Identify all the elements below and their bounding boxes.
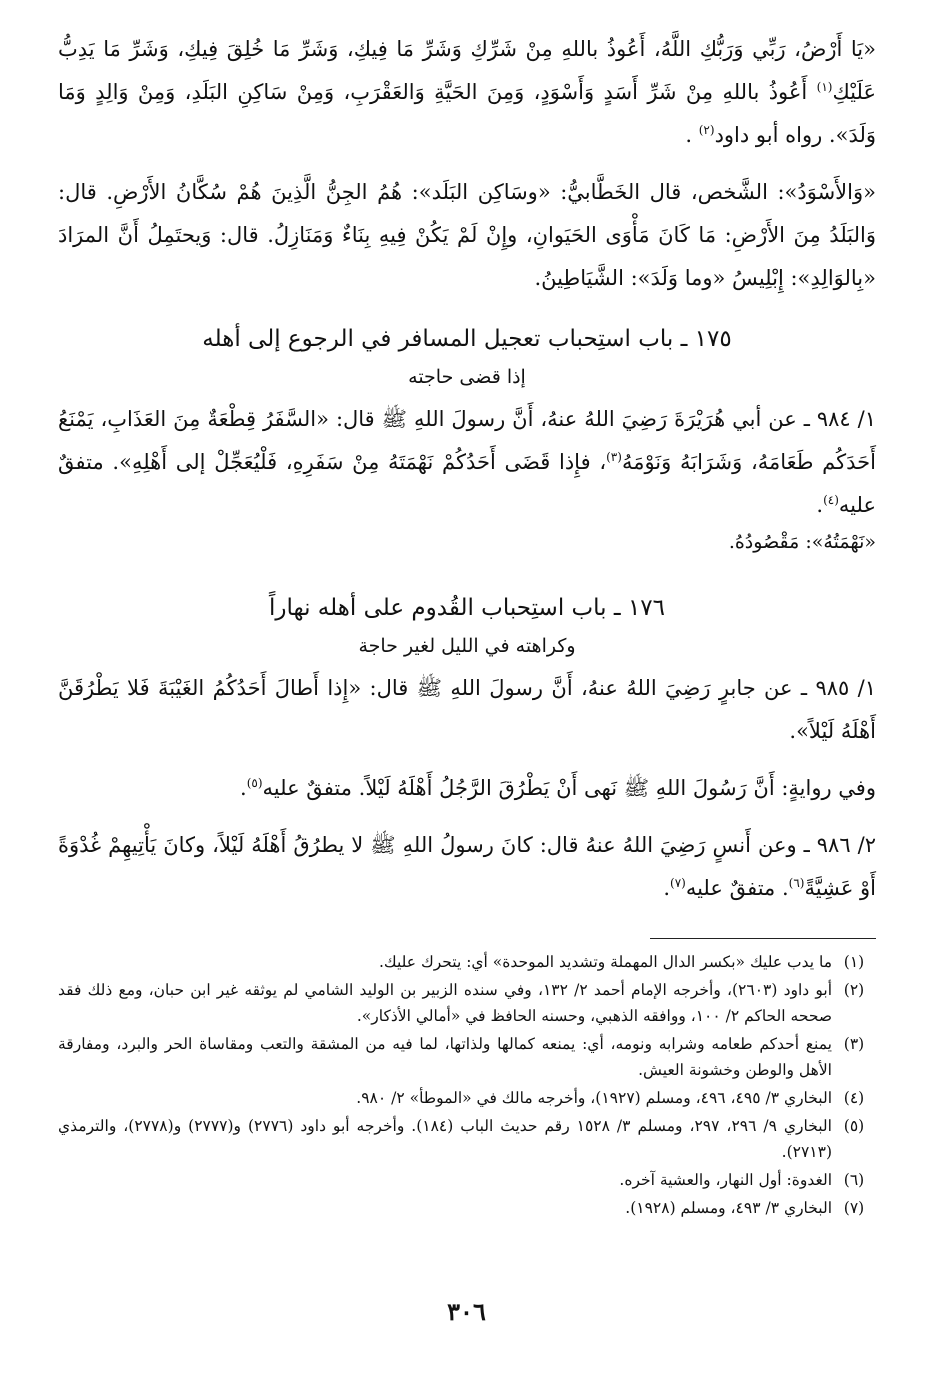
footnote-number: (٥) — [843, 1117, 865, 1135]
hadith-number: ٢/ ٩٨٦ — [816, 833, 876, 857]
footnote-text: البخاري ٣/ ٤٩٣، ومسلم (١٩٢٨). — [625, 1199, 832, 1217]
footnote — [58, 1113, 876, 1165]
footnote-text: البخاري ٩/ ٢٩٦، ٢٩٧، ومسلم ٣/ ١٥٢٨ رقم حديث الباب (١٨٤). وأخرجه أبو داود (٢٧٧٦) و(٢٧٧٧) و(٢٧٧٨)، والترمذي (٢٧١٣). — [58, 1117, 832, 1161]
footnote — [58, 1031, 876, 1083]
footnote-number: (٣) — [843, 1035, 865, 1053]
footnote-number: (١) — [843, 953, 865, 971]
text-segment: «يَا أَرْضُ، رَبِّي وَرَبُّكِ اللَّهُ، أَعُوذُ باللهِ مِنْ شَرِّكِ وَشَرِّ مَا فِيكِ، وَشَرِّ مَا خُلِقَ فِيكِ، وَشَرِّ مَا يَدِبُّ عَلَيْكِ — [58, 37, 876, 104]
footnote — [58, 1195, 876, 1221]
footnote-text: ما يدب عليك «بكسر الدال المهملة وتشديد الموحدة» أي: يتحرك عليك. — [378, 953, 832, 971]
footnote-ref[interactable]: (٤) — [823, 493, 839, 507]
footnote-ref[interactable]: (٧) — [670, 876, 686, 890]
text-segment: ـ عن جابرٍ رَضِيَ اللهُ عنهُ، أَنَّ رسولَ اللهِ ﷺ قال: «إِذا أَطالَ أَحَدُكُمُ الغَيْبَةَ فَلا يَطْرُقَنَّ أَهْلَهُ لَيْلاً». — [58, 676, 876, 743]
footnote-text: البخاري ٣/ ٤٩٥، ٤٩٦، ومسلم (١٩٢٧)، وأخرجه مالك في «الموطأ» ٢/ ٩٨٠. — [356, 1089, 832, 1107]
text-segment: وفي روايةٍ: أَنَّ رَسُولَ اللهِ ﷺ نَهى أَنْ يَطْرُقَ الرَّجُلُ أَهْلَهُ لَيْلاً. متفقٌ عليه — [262, 776, 876, 800]
footnote-number: (٤) — [843, 1089, 865, 1107]
commentary-paragraph: «وَالأَسْوَدُ»: الشَّخص، قال الخَطَّابيُّ: «وسَاكِن البَلَد»: هُمُ الجِنُّ الَّذِينَ هُمْ سُكَّانُ الأَرْضِ. قال: وَالبَلَدُ مِنَ الأَرْضِ: مَا كَانَ مَأْوَى الحَيَوانِ، وإِنْ لَمْ يَكُنْ فِيهِ بِنَاءٌ وَمَنَازِلُ. قال: وَيحتَمِلُ أَنَّ المرَادَ «بِالوَالِدِ»: إِبْلِيسُ «وما وَلَدَ»: الشَّيَاطِينُ. — [58, 180, 876, 290]
footnote-text: الغدوة: أول النهار، والعشية آخره. — [619, 1171, 832, 1189]
hadith-986 — [58, 824, 876, 910]
footnote-ref[interactable]: (٣) — [606, 450, 622, 464]
chapter-subtitle: إذا قضى حاجته — [408, 366, 526, 388]
chapter-title: ١٧٥ ـ باب استِحباب تعجيل المسافر في الرجوع إلى أهله — [202, 326, 732, 352]
hadith-number: ١/ ٩٨٥ — [815, 676, 876, 700]
text-segment: ، فإِذا قَضَى أَحَدُكُمْ نَهْمَتَهُ مِنْ سَفَرِهِ، فَلْيُعَجِّلْ إلى أَهْلِهِ». متفقٌ عليه — [58, 450, 876, 517]
text-segment: . — [663, 876, 670, 900]
text-segment: ـ عن أبي هُرَيْرَةَ رَضِيَ اللهُ عنهُ، أَنَّ رسولَ اللهِ ﷺ قال: «السَّفَرُ قِطْعَةٌ مِنَ العَذَابِ، يَمْنَعُ أَحَدَكُم طَعَامَهُ، وَشَرَابَهُ وَنَوْمَهُ — [58, 407, 876, 474]
footnote — [58, 1085, 876, 1111]
chapter-heading-176 — [58, 587, 876, 663]
footnote-divider — [650, 938, 876, 939]
footnote-text: يمنع أحدكم طعامه وشرابه ونومه، أي: يمنعه كمالها ولذاتها، لما فيه من المشقة والتعب ومقاساة الحر والبرد، ومفارقة الأهل والوطن وخشونة العيش. — [58, 1035, 832, 1079]
footnote — [58, 977, 876, 1029]
hadith-text-prayer — [58, 28, 876, 157]
text-segment: . — [816, 493, 824, 517]
footnote — [58, 949, 876, 975]
footnote-number: (٢) — [843, 981, 865, 999]
footnote-ref[interactable]: (١) — [816, 80, 833, 94]
footnotes — [58, 949, 876, 1221]
text-segment: أَعُوذُ باللهِ مِنْ شَرِّ أَسَدٍ وَأَسْوَدٍ، وَمِنَ الحَيَّةِ وَالعَقْرَبِ، وَمِنْ سَاكِنِ البَلَدِ، وَمِنْ وَالِدٍ وَمَا وَلَدَ». رواه أبو داود — [58, 80, 876, 147]
footnote-ref[interactable]: (٥) — [246, 776, 263, 790]
text-segment: . — [685, 123, 699, 147]
hadith-984-gloss: «نَهْمَتُهُ»: مَقْصُودُهُ. — [728, 531, 876, 553]
page-body — [58, 28, 876, 1223]
text-segment: ـ وعن أَنسٍ رَضِيَ اللهُ عنهُ قال: كانَ رسولُ اللهِ ﷺ لا يطرُقُ أَهْلَهُ لَيْلاً، وكانَ يَأْتِيهِمْ غُدْوَةً أَوْ عَشِيَّةً — [58, 833, 876, 900]
text-segment: . — [240, 776, 247, 800]
chapter-subtitle: وكراهته في الليل لغير حاجة — [358, 635, 576, 657]
footnote — [58, 1167, 876, 1193]
hadith-985 — [58, 667, 876, 753]
footnote-number: (٦) — [843, 1171, 865, 1189]
text-segment: . متفقٌ عليه — [685, 876, 789, 900]
hadith-984 — [58, 398, 876, 527]
chapter-title: ١٧٦ ـ باب استِحباب القُدوم على أهله نهاراً — [268, 595, 666, 621]
footnote-ref[interactable]: (٦) — [788, 876, 805, 890]
hadith-985-narration — [58, 767, 876, 810]
footnote-text: أبو داود (٢٦٠٣)، وأخرجه الإمام أحمد ٢/ ١٣٢، وفي سنده الزبير بن الوليد الشامي لم يوثقه غير ابن حبان، ومع ذلك فقد صححه الحاكم ٢/ ١٠٠، ووافقه الذهبي، وحسنه الحافظ في «أمالي الأذكار». — [58, 981, 832, 1025]
page-number: ٣٠٦ — [447, 1297, 486, 1326]
hadith-number: ١/ ٩٨٤ — [816, 407, 876, 431]
chapter-heading-175 — [58, 318, 876, 394]
footnote-ref[interactable]: (٢) — [698, 123, 715, 137]
footnote-number: (٧) — [843, 1199, 865, 1217]
